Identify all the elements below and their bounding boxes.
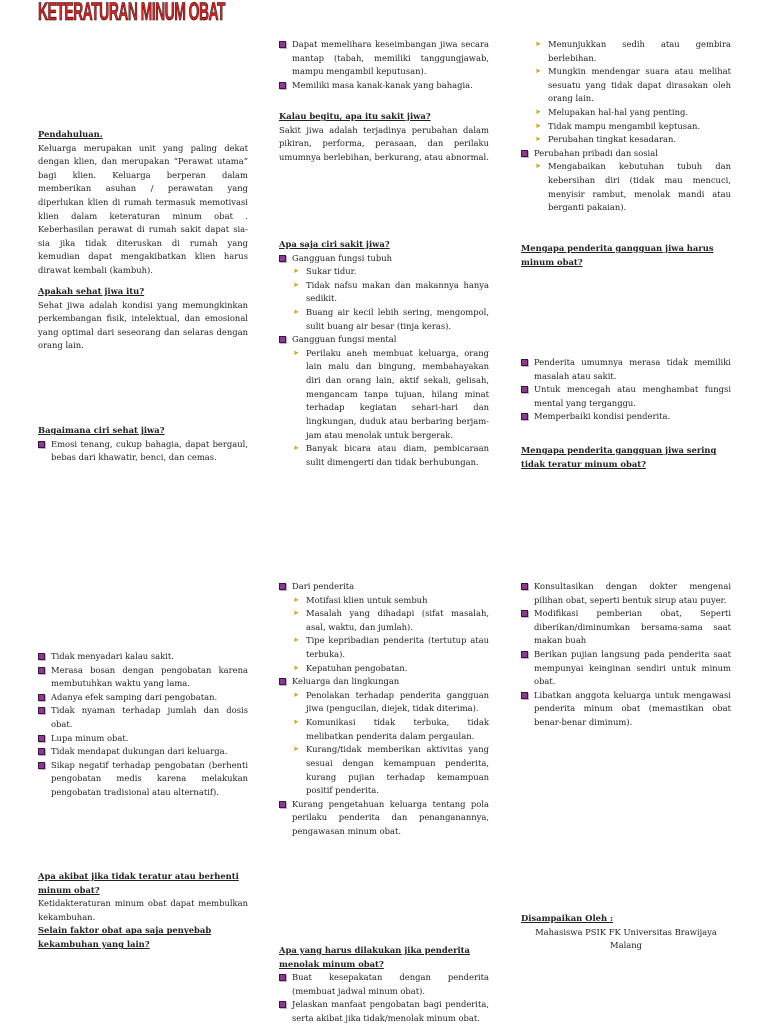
square-bullet-icon xyxy=(521,607,534,648)
square-bullet-icon xyxy=(38,650,51,664)
list-item: Kurang pengetahuan keluarga tentang pola perilaku penderita dan penanganannya, pengawasan minum obat. xyxy=(279,798,489,839)
square-bullet-icon xyxy=(521,383,534,410)
heading-harus-minum: Mengapa penderita gangguan jiwa harus minum obat? xyxy=(521,243,714,267)
arrow-bullet-icon: ➤ xyxy=(293,690,299,699)
list-item: Konsultasikan dengan dokter mengenai pilihan obat, seperti bentuk sirup atau puyer. xyxy=(521,580,731,607)
square-bullet-icon xyxy=(521,648,534,689)
arrow-bullet-icon: ➤ xyxy=(535,121,541,130)
square-bullet-icon xyxy=(279,580,292,594)
square-bullet-icon xyxy=(279,971,292,998)
square-bullet-icon xyxy=(38,438,51,465)
list-item: ➤ Tidak mampu mengambil keptusan. xyxy=(521,120,731,134)
square-bullet-icon xyxy=(521,410,534,424)
square-bullet-icon xyxy=(38,664,51,691)
list-item: Tidak nyaman terhadap jumlah dan dosis obat. xyxy=(38,704,248,731)
list-item: Memperbaiki kondisi penderita. xyxy=(521,410,731,424)
heading-sakit-jiwa: Kalau begitu, apa itu sakit jiwa? xyxy=(279,111,431,121)
list-item: Memiliki masa kanak-kanak yang bahagia. xyxy=(279,79,489,93)
list-item: ➤ Mengabaikan kebutuhan tubuh dan kebersihan diri (tidak mau mencuci, menyisir rambut, menolak mandi atau berganti pakaian). xyxy=(521,160,731,214)
square-bullet-icon xyxy=(521,147,534,161)
list-item: ➤ Komunikasi tidak terbuka, tidak melibatkan penderita dalam pergaulan. xyxy=(279,716,489,743)
square-bullet-icon xyxy=(38,732,51,746)
arrow-bullet-icon: ➤ xyxy=(535,135,541,144)
column-6 xyxy=(521,572,731,1024)
column-1 xyxy=(38,0,248,540)
akibat-text: Ketidakteraturan minum obat dapat membulkan kekambuhan. xyxy=(38,898,248,922)
arrow-bullet-icon: ➤ xyxy=(535,108,541,117)
square-bullet-icon xyxy=(279,333,292,347)
list-item: ➤ Buang air kecil lebih sering, mengompol, sulit buang air besar (tinja keras). xyxy=(279,306,489,333)
list-item: ➤ Tipe kepribadian penderita (tertutup atau terbuka). xyxy=(279,634,489,661)
list-item: Penderita umumnya merasa tidak memiliki masalah atau sakit. xyxy=(521,356,731,383)
arrow-bullet-icon: ➤ xyxy=(293,267,299,276)
arrow-bullet-icon: ➤ xyxy=(293,595,299,604)
leaflet-title: KETERATURAN MINUM OBAT xyxy=(38,0,226,26)
list-item: Emosi tenang, cukup bahagia, dapat bergaul, bebas dari khawatir, benci, dan cemas. xyxy=(38,438,248,465)
square-bullet-icon xyxy=(279,38,292,79)
column-2 xyxy=(279,0,489,540)
heading-akibat: Apa akibat jika tidak teratur atau berhenti minum obat? xyxy=(38,871,239,895)
list-item: Merasa bosan dengan pengobatan karena membutuhkan waktu yang lama. xyxy=(38,664,248,691)
list-item: ➤ Perilaku aneh membuat keluarga, orang lain malu dan bingung, membahayakan diri dan orang lain, aktif sekali, gelisah, mengancam tanpa tujuan, hilang minat terhadap kegiatan sehari-hari dan lingkungan, duduk atau berbaring berjam-jam atau menolak untuk bergerak. xyxy=(279,347,489,442)
list-item: ➤ Sukar tidur. xyxy=(279,265,489,279)
list-item: Dari penderita xyxy=(279,580,489,594)
arrow-bullet-icon: ➤ xyxy=(535,40,541,48)
arrow-bullet-icon: ➤ xyxy=(293,308,299,317)
list-item: ➤ Penolakan terhadap penderita gangguan jiwa (pengucilan, diejek, tidak diterima). xyxy=(279,689,489,716)
list-item: Tidak mendapat dukungan dari keluarga. xyxy=(38,745,248,759)
list-item: ➤ Perubahan tingkat kesadaran. xyxy=(521,133,731,147)
arrow-bullet-icon: ➤ xyxy=(293,663,299,672)
square-bullet-icon xyxy=(521,689,534,730)
list-item: Buat kesepakatan dengan penderita (membuat jadwal minum obat). xyxy=(279,971,489,998)
sakit-jiwa-text: Sakit jiwa adalah terjadinya perubahan dalam pikiran, performa, perasaan, dan perilaku umumnya berlebihan, berkurang, atau abnormal. xyxy=(279,124,489,162)
list-item: Gangguan fungsi mental xyxy=(279,333,489,347)
arrow-bullet-icon: ➤ xyxy=(293,745,299,754)
heading-menolak-obat: Apa yang harus dilakukan jika penderita menolak minum obat? xyxy=(279,945,470,969)
list-item: ➤ Banyak bicara atau diam, pembicaraan sulit dimengerti dan tidak berhubungan. xyxy=(279,442,489,469)
square-bullet-icon xyxy=(38,745,51,759)
square-bullet-icon xyxy=(279,252,292,266)
arrow-bullet-icon: ➤ xyxy=(293,718,299,727)
column-3 xyxy=(521,0,731,540)
square-bullet-icon xyxy=(279,675,292,689)
list-item: ➤ Kurang/tidak memberikan aktivitas yang sesuai dengan kemampuan penderita, kurang pujian terhadap kemampuan positif penderita. xyxy=(279,743,489,797)
square-bullet-icon xyxy=(38,691,51,705)
square-bullet-icon xyxy=(38,759,51,800)
heading-pendahuluan: Pendahuluan. xyxy=(38,129,103,139)
heading-disampaikan: Disampaikan Oleh : xyxy=(521,913,614,923)
list-item: ➤ Menunjukkan sedih atau gembira berlebihan. xyxy=(521,38,731,65)
pendahuluan-text: Keluarga merupakan unit yang paling dekat dengan klien, dan merupakan ”Perawat utama” bagi klien. Keluarga berperan dalam memberikan asuhan / perawatan yang diperlukan klien di rumah termasuk memotivasi klien dalam keteraturan minum obat . Keberhasilan perawat di rumah sakit dapat sia-sia jika tidak diteruskan di rumah yang kemudian dapat mengakibatkan klien harus dirawat kembali (kambuh). xyxy=(38,142,248,276)
author-text: Mahasiswa PSIK FK Universitas Brawijaya Malang xyxy=(535,926,717,951)
heading-ciri-sakit: Apa saja ciri sakit jiwa? xyxy=(279,239,390,249)
heading-faktor: Selain faktor obat apa saja penyebab kekambuhan yang lain? xyxy=(38,925,212,950)
arrow-bullet-icon: ➤ xyxy=(293,444,299,453)
heading-tidak-teratur: Mengapa penderita gangguan jiwa sering tidak teratur minum obat? xyxy=(521,445,717,469)
column-5 xyxy=(279,572,489,1024)
arrow-bullet-icon: ➤ xyxy=(535,162,541,171)
list-item: Modifikasi pemberian obat, Seperti diberikan/diminumkan bersama-sama saat makan buah xyxy=(521,607,731,648)
heading-ciri-sehat: Bagaimana ciri sehat jiwa? xyxy=(38,425,165,435)
list-item: Gangguan fungsi tubuh xyxy=(279,252,489,266)
list-item: Libatkan anggota keluarga untuk mengawasi penderita minum obat (memastikan obat benar-benar diminum). xyxy=(521,689,731,730)
list-item: Tidak menyadari kalau sakit. xyxy=(38,650,248,664)
list-item: ➤ Kepatuhan pengobatan. xyxy=(279,662,489,676)
list-item: Perubahan pribadi dan sosial xyxy=(521,147,731,161)
square-bullet-icon xyxy=(521,580,534,607)
sehat-jiwa-text: Sehat jiwa adalah kondisi yang memungkinkan perkembangan fisik, intelektual, dan emosional yang optimal dari seseorang dan selaras dengan orang lain. xyxy=(38,299,248,351)
list-item: Keluarga dan lingkungan xyxy=(279,675,489,689)
arrow-bullet-icon: ➤ xyxy=(293,636,299,645)
list-item: Adanya efek samping dari pengobatan. xyxy=(38,691,248,705)
list-item: Untuk mencegah atau menghambat fungsi mental yang terganggu. xyxy=(521,383,731,410)
list-item: Dapat memelihara keseimbangan jiwa secara mantap (tabah, memiliki tanggungjawab, mampu mengambil keputusan). xyxy=(279,38,489,79)
list-item: Jelaskan manfaat pengobatan bagi penderita, serta akibat jika tidak/menolak minum obat. xyxy=(279,998,489,1024)
list-item: Berikan pujian langsung pada penderita saat mempunyai keinginan sendiri untuk minum obat. xyxy=(521,648,731,689)
list-item: Sikap negatif terhadap pengobatan (berhenti pengobatan medis karena melakukan pengobatan tradisional atau alternatif). xyxy=(38,759,248,800)
arrow-bullet-icon: ➤ xyxy=(293,280,299,289)
arrow-bullet-icon: ➤ xyxy=(535,67,541,76)
square-bullet-icon xyxy=(279,998,292,1024)
heading-sehat-jiwa: Apakah sehat jiwa itu? xyxy=(38,286,145,296)
square-bullet-icon xyxy=(521,356,534,383)
square-bullet-icon xyxy=(279,79,292,93)
column-4 xyxy=(38,572,248,1024)
list-item: ➤ Mungkin mendengar suara atau melihat sesuatu yang tidak dapat dirasakan oleh orang lain. xyxy=(521,65,731,106)
arrow-bullet-icon: ➤ xyxy=(293,348,299,357)
square-bullet-icon xyxy=(279,798,292,839)
list-item: ➤ Tidak nafsu makan dan makannya hanya sedikit. xyxy=(279,279,489,306)
bottom-panel xyxy=(0,572,768,1024)
list-item: ➤ Masalah yang dihadapi (sifat masalah, asal, waktu, dan jumlah). xyxy=(279,607,489,634)
square-bullet-icon xyxy=(38,704,51,731)
list-item: ➤ Melupakan hal-hal yang penting. xyxy=(521,106,731,120)
arrow-bullet-icon: ➤ xyxy=(293,609,299,618)
list-item: Lupa minum obat. xyxy=(38,732,248,746)
list-item: ➤ Motifasi klien untuk sembuh xyxy=(279,594,489,608)
